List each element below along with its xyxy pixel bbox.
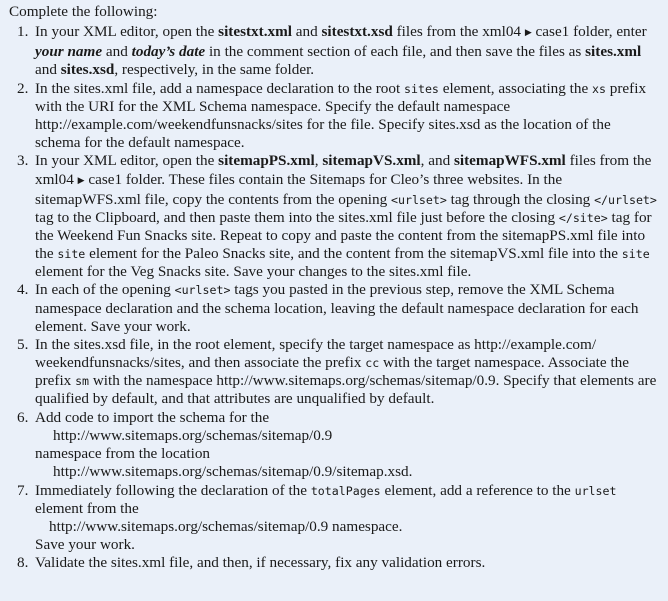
folder-arrow-icon: ▶ [77,175,85,186]
step-text-run: , [314,152,323,170]
step-number: 4. [17,281,29,299]
emphasis-text: today’s date [131,43,206,61]
intro-heading: Complete the following: [9,3,158,20]
step-text-run: Validate the sites.xml file, and then, if necessary, fix any validation errors. [35,554,486,572]
step-text-run: Add code to import the schema for the [35,408,270,426]
step-text-run: files from the xml04 [392,23,525,40]
code-term: site [57,246,86,261]
step-text [35,152,657,280]
step-text-run: tags you pasted in the previous step, remove the XML Schema namespace declaration and the schema location, leaving the default namespace declaration for each element. Save your work. [35,281,639,335]
step-text-run: element, associating the [438,79,593,97]
code-term: <urlset> [174,283,231,298]
step-line: namespace from the location [35,445,211,463]
step-text-run: tag to the Clipboard, and then paste them into the sites.xml file just before the closing [35,208,559,226]
step-text-run: with the target namespace. Associate the prefix [35,354,629,390]
code-term: </urlset> [594,192,657,207]
step-3 [9,152,658,281]
emphasis-text: your name [35,43,103,61]
code-term: xs [592,81,606,96]
step-number: 7. [17,481,29,499]
code-term: urlset [574,483,617,498]
step-text-run: In your XML editor, open the [35,23,219,40]
step-text-run: element for the Veg Snacks site. Save your changes to the sites.xml file. [35,263,472,280]
step-number: 3. [17,152,29,170]
step-text-run: prefix with the URI for the XML Schema namespace. Specify the default namespace http://example.com/weekendfunsnacks/sites for the file. Specify sites.xsd as the location of the schema for the default namespace. [35,79,647,151]
file-name: sitemapWFS.xml [453,152,566,170]
step-text [35,281,638,334]
step-text-run: tag for the Weekend Fun Snacks site. Repeat to copy and paste the content from the sitemapPS.xml file into the [35,208,652,262]
step-8 [9,554,658,572]
step-text-run: and [291,23,322,40]
step-text-run: with the namespace http://www.sitemaps.org/schemas/sitemap/0.9. Specify that elements are qualified by default, and that attributes are unqualified by default. [35,372,657,408]
file-name: sitestxt.xsd [321,23,393,40]
file-name: sitemapPS.xml [218,152,315,170]
file-name: sites.xml [585,43,642,61]
step-number: 6. [17,408,29,426]
steps-list [9,23,658,573]
step-number: 8. [17,554,29,572]
step-text-run: element from the [35,499,139,517]
code-term: sites [404,81,439,96]
file-name: sites.xsd [60,61,115,79]
step-text-run: , and [420,152,454,170]
step-number: 5. [17,336,29,354]
step-line: http://www.sitemaps.org/schemas/sitemap/0.9 namespace. [49,517,403,535]
code-term: site [621,246,650,261]
step-line: Save your work. [35,535,135,553]
step-text [35,554,485,571]
step-line: http://www.sitemaps.org/schemas/sitemap/0.9 [53,427,333,445]
code-term: </site> [558,210,608,225]
step-2 [9,80,658,152]
step-text-run: tag through the closing [446,190,595,208]
code-term: totalPages [310,483,381,498]
file-name: sitemapVS.xml [322,152,421,170]
step-4 [9,281,658,335]
step-text-run: , respectively, in the same folder. [114,61,315,79]
step-text-run: Immediately following the declaration of the [35,481,311,499]
step-7 [9,482,658,554]
step-text-run: In your XML editor, open the [35,152,219,170]
step-text-run: element, add a reference to the [380,481,575,499]
step-text [35,80,646,151]
step-text-run: in the comment section of each file, and then save the files as [205,43,586,61]
step-text [35,336,656,407]
folder-arrow-icon: ▶ [524,28,532,38]
step-text-run: case1 folder, enter [531,23,647,40]
step-number: 2. [17,79,29,97]
code-term: <urlset> [391,192,447,207]
step-text-run: In the sites.xsd file, in the root element, specify the target namespace as http://example.com/ weekendfunsnacks/sites, and then associate the prefix [35,336,597,372]
step-5 [9,336,658,408]
step-text-run: element for the Paleo Snacks site, and the content from the sitemapVS.xml file into the [85,244,622,262]
file-name: sitestxt.xml [218,23,292,40]
code-term: sm [75,374,90,389]
step-text-run: In the sites.xml file, add a namespace declaration to the root [35,79,405,97]
step-text-run: In each of the opening [35,281,175,299]
step-text-run: and [35,61,61,79]
step-text [35,409,658,481]
step-line: http://www.sitemaps.org/schemas/sitemap/0.9/sitemap.xsd. [53,463,413,481]
step-number: 1. [17,23,29,40]
step-text-run: and [102,43,132,61]
step-text [35,482,658,554]
step-text [35,23,647,78]
step-text-run: case1 folder. These files contain the Sitemaps for Cleo’s three websites. In the sitemapWFS.xml file, copy the contents from the opening [35,170,563,208]
step-text-run: files from the xml04 [35,152,652,188]
step-6 [9,409,658,481]
code-term: cc [365,356,380,371]
step-1 [9,23,658,79]
